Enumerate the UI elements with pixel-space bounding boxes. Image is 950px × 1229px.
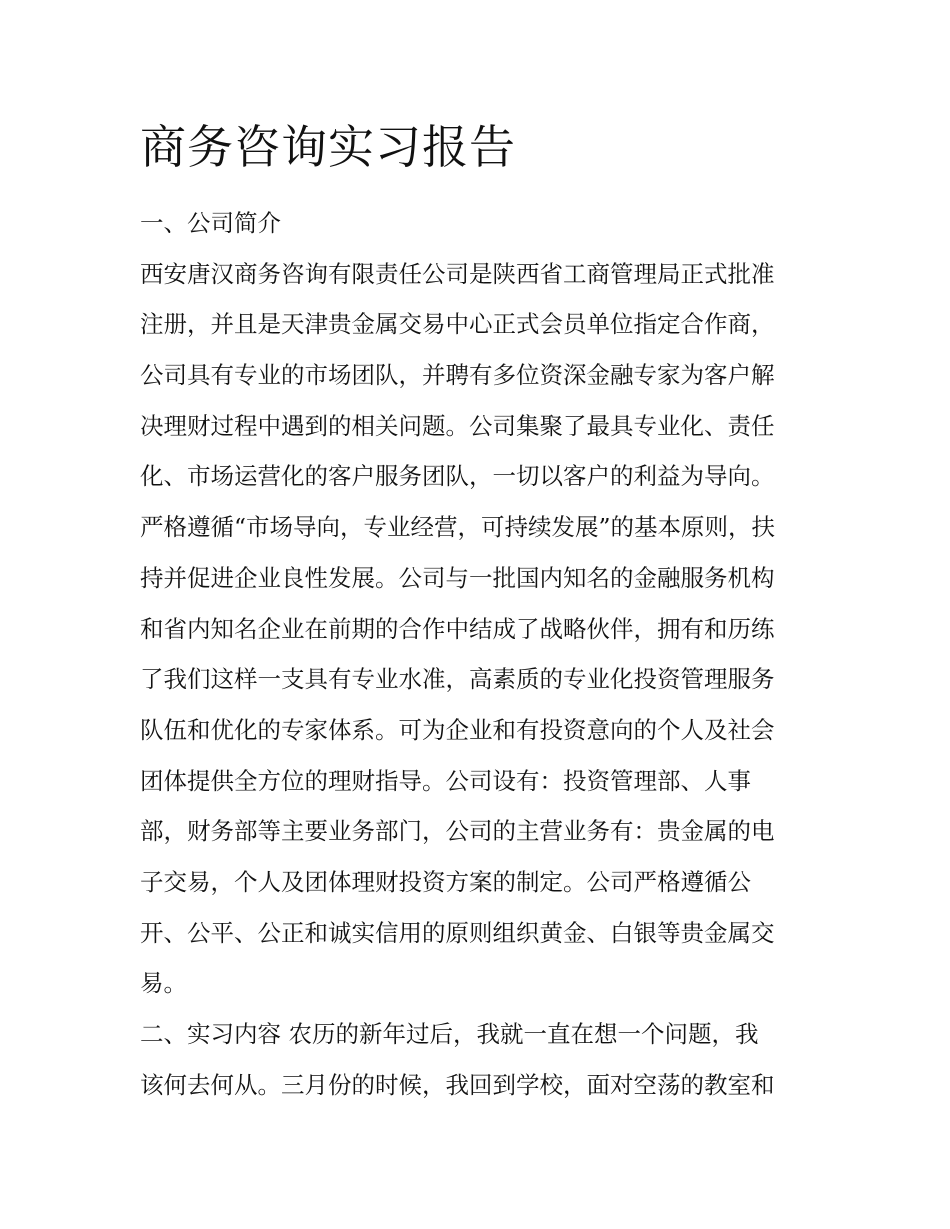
- paragraph-line: 了我们这样一支具有专业水准，高素质的专业化投资管理服务: [140, 665, 775, 694]
- paragraph-line: 团体提供全方位的理财指导。公司设有：投资管理部、人事: [140, 766, 751, 795]
- paragraph-line: 队伍和优化的专家体系。可为企业和有投资意向的个人及社会: [140, 715, 775, 744]
- paragraph-line: 持并促进企业良性发展。公司与一批国内知名的金融服务机构: [140, 563, 775, 592]
- paragraph-line: 易。: [140, 969, 187, 998]
- paragraph-line: 开、公平、公正和诚实信用的原则组织黄金、白银等贵金属交: [140, 918, 775, 947]
- paragraph-line: 该何去何从。三月份的时候，我回到学校，面对空荡的教室和: [140, 1070, 775, 1099]
- paragraph-line: 化、市场运营化的客户服务团队，一切以客户的利益为导向。: [140, 462, 775, 491]
- section-heading-with-text: 二、实习内容 农历的新年过后，我就一直在想一个问题，我: [140, 1020, 759, 1048]
- paragraph-line: 注册，并且是天津贵金属交易中心正式会员单位指定合作商，: [140, 310, 775, 339]
- section-heading: 一、公司简介: [140, 209, 281, 237]
- paragraph-line: 子交易，个人及团体理财投资方案的制定。公司严格遵循公: [140, 867, 751, 896]
- paragraph-line: 公司具有专业的市场团队，并聘有多位资深金融专家为客户解: [140, 361, 775, 390]
- paragraph-line: 严格遵循“市场导向，专业经营，可持续发展”的基本原则，扶: [140, 513, 776, 542]
- paragraph-line: 西安唐汉商务咨询有限责任公司是陕西省工商管理局正式批准: [140, 259, 775, 288]
- paragraph-line: 部，财务部等主要业务部门，公司的主营业务有：贵金属的电: [140, 817, 775, 846]
- paragraph-line: 和省内知名企业在前期的合作中结成了战略伙伴，拥有和历练: [140, 614, 775, 643]
- paragraph-line: 决理财过程中遇到的相关问题。公司集聚了最具专业化、责任: [140, 411, 775, 440]
- document-body: [140, 198, 820, 1110]
- document-title: 商务咨询实习报告: [140, 120, 516, 174]
